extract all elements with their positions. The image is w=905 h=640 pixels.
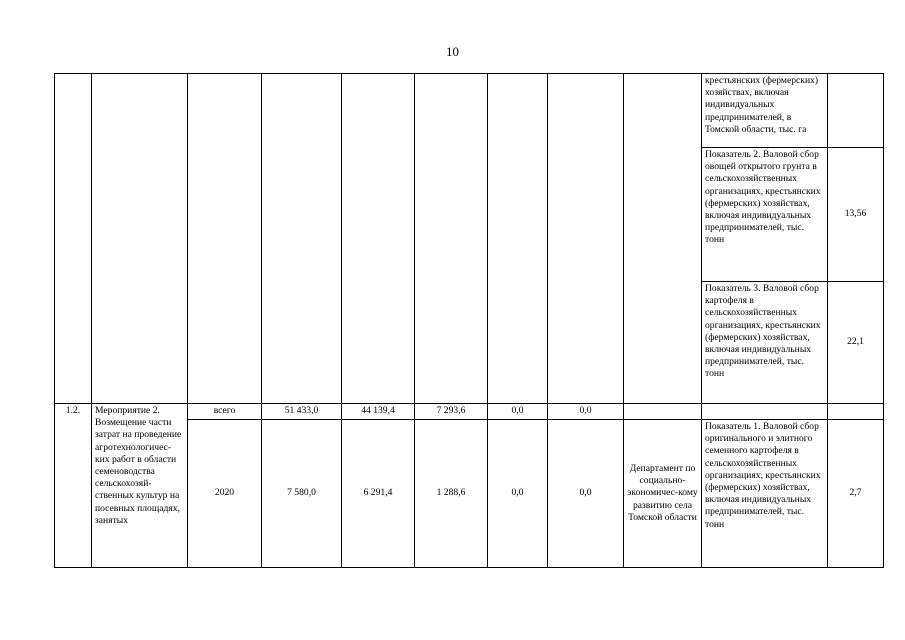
cell-other-sources — [548, 74, 624, 404]
total-amount: 7 580,0 — [262, 420, 342, 568]
table-row — [55, 404, 884, 420]
cell-period — [188, 74, 262, 404]
other-sources: 0,0 — [548, 420, 624, 568]
cell-executor — [624, 74, 702, 404]
indicator-text: Показатель 2. Валовой сбор овощей открытого грунта в сельскохозяйственных организациях, крестьянских (фермерских) хозяйствах, включая индивидуальных предпринимателей, тыс. тонн — [702, 148, 828, 282]
indicator-value: 2,7 — [828, 420, 884, 568]
executor: Департамент по социально-экономичес-кому развитию села Томской области — [624, 420, 702, 568]
measure-name: Мероприятие 2. Возмещение части затрат на проведение агротехнологичес-ких работ в области семеноводства сельскохозяй-ственных культур на посевных площадях, занятых — [92, 404, 188, 568]
local-budget: 0,0 — [488, 420, 548, 568]
cell-local-budget — [488, 74, 548, 404]
indicator-value-empty — [828, 404, 884, 420]
indicator-text: Показатель 3. Валовой сбор картофеля в сельскохозяйственных организациях, крестьянских (фермерских) хозяйствах, включая индивидуальных предпринимателей, тыс. тонн — [702, 282, 828, 404]
indicator-empty — [702, 404, 828, 420]
measure-number: 1.2. — [55, 404, 92, 568]
indicator-text: крестьянских (фермерских) хозяйствах, включая индивидуальных предпринимателей, в Томской области, тыс. га — [702, 74, 828, 148]
period-label: всего — [188, 404, 262, 420]
local-budget: 0,0 — [488, 404, 548, 420]
page-number: 10 — [446, 44, 459, 59]
indicator-value — [828, 74, 884, 148]
regional-budget: 1 288,6 — [415, 420, 488, 568]
executor-empty — [624, 404, 702, 420]
federal-budget: 6 291,4 — [342, 420, 415, 568]
cell-federal-budget — [342, 74, 415, 404]
indicator-text: Показатель 1. Валовой сбор оригинального и элитного семенного картофеля в сельскохозяйственных организациях, крестьянских (фермерских) хозяйствах, включая индивидуальных предпринимателей, тыс. тонн — [702, 420, 828, 568]
cell-total-amount — [262, 74, 342, 404]
total-amount: 51 433,0 — [262, 404, 342, 420]
federal-budget: 44 139,4 — [342, 404, 415, 420]
program-measures-table — [54, 73, 884, 568]
indicator-value: 22,1 — [828, 282, 884, 404]
cell-number — [55, 74, 92, 404]
cell-measure-name — [92, 74, 188, 404]
period-label: 2020 — [188, 420, 262, 568]
cell-regional-budget — [415, 74, 488, 404]
indicator-value: 13,56 — [828, 148, 884, 282]
other-sources: 0,0 — [548, 404, 624, 420]
table-row — [55, 74, 884, 148]
regional-budget: 7 293,6 — [415, 404, 488, 420]
